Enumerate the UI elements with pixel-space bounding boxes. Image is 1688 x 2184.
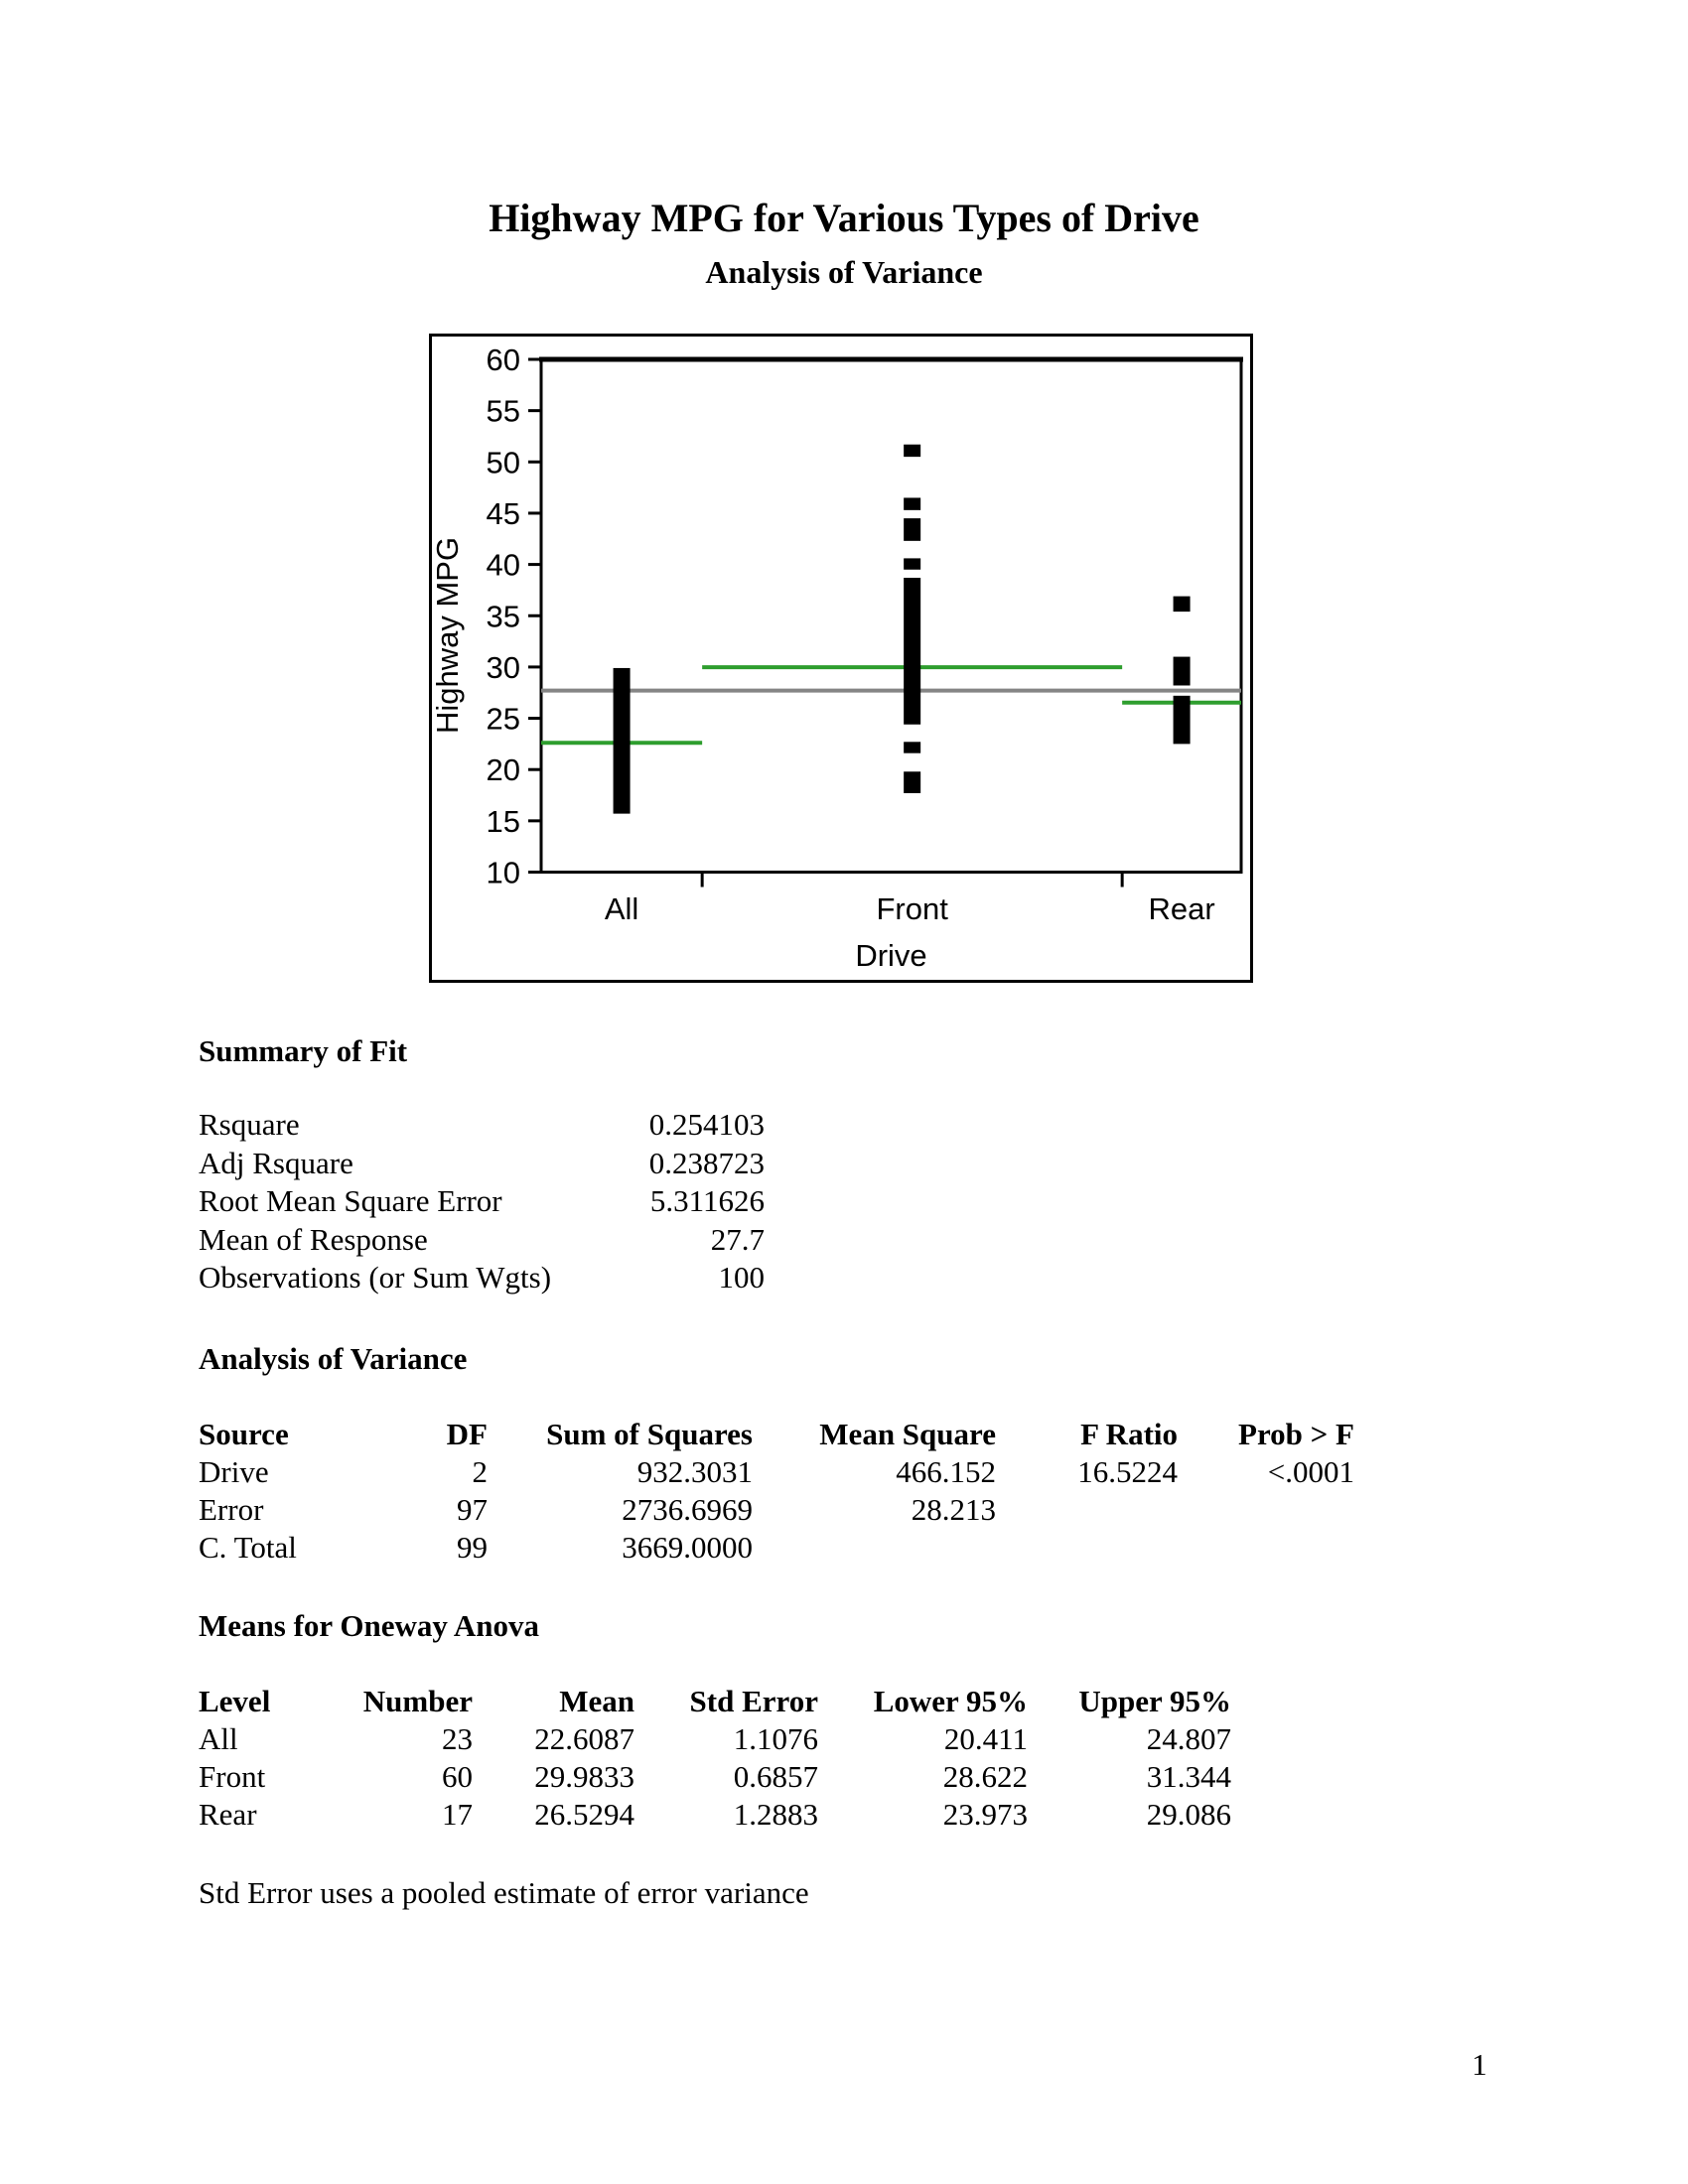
anova-heading: Analysis of Variance [199, 1341, 468, 1376]
table-header-cell: Sum of Squares [546, 1417, 753, 1451]
table-cell: 2736.6969 [622, 1492, 753, 1527]
table-cell: 16.5224 [1077, 1454, 1178, 1489]
page-subtitle: Analysis of Variance [705, 254, 983, 290]
x-axis-title: Drive [855, 938, 927, 973]
table-cell: 97 [457, 1492, 488, 1527]
table-cell: 1.1076 [733, 1721, 818, 1756]
table-cell: Error [199, 1492, 264, 1527]
summary-row-label: Adj Rsquare [199, 1145, 353, 1180]
table-cell: 2 [472, 1454, 488, 1489]
table-cell: 3669.0000 [622, 1530, 753, 1565]
y-axis-title: Highway MPG [430, 536, 465, 735]
y-tick-label: 55 [486, 393, 520, 429]
table-cell: 23 [442, 1721, 473, 1756]
table-header-cell: Mean Square [819, 1417, 996, 1451]
y-tick-label: 50 [486, 445, 520, 480]
anova-section [199, 1340, 1354, 1567]
summary-row [199, 1221, 765, 1260]
table-cell: Rear [199, 1797, 257, 1832]
table-header-cell: Level [199, 1684, 271, 1718]
table-cell: 26.5294 [534, 1797, 634, 1832]
summary-of-fit-heading: Summary of Fit [199, 1033, 408, 1068]
y-tick-label: 25 [486, 701, 520, 737]
table-cell [1178, 1491, 1354, 1529]
summary-row-label: Rsquare [199, 1107, 300, 1142]
y-tick-label: 15 [486, 803, 520, 839]
table-cell [753, 1529, 996, 1567]
table-cell: 1.2883 [733, 1797, 818, 1832]
y-tick-label: 45 [486, 495, 520, 531]
summary-row-label: Mean of Response [199, 1221, 428, 1257]
summary-row-label: Root Mean Square Error [199, 1183, 502, 1218]
table-cell: C. Total [199, 1530, 297, 1565]
means-heading: Means for Oneway Anova [199, 1608, 540, 1643]
page-title: Highway MPG for Various Types of Drive [489, 196, 1199, 240]
data-strip-segment [904, 771, 920, 793]
data-strip-segment [904, 578, 920, 725]
summary-of-fit-rows [199, 1106, 765, 1297]
page-number: 1 [1472, 2047, 1487, 2082]
summary-row [199, 1182, 765, 1221]
data-strip-segment [1174, 696, 1191, 745]
table-cell: 24.807 [1146, 1721, 1231, 1756]
anova-table [199, 1416, 1354, 1567]
x-category-label: Front [876, 891, 948, 926]
table-cell: 99 [457, 1530, 488, 1565]
summary-row [199, 1259, 765, 1297]
summary-row-value: 100 [718, 1260, 765, 1295]
summary-row-value: 27.7 [710, 1221, 765, 1257]
summary-row [199, 1145, 765, 1183]
table-cell: 17 [442, 1797, 473, 1832]
table-header-cell: Prob > F [1238, 1417, 1354, 1451]
data-strip-segment [614, 668, 631, 814]
data-strip-segment [904, 742, 920, 752]
table-header-cell: Mean [559, 1684, 634, 1718]
oneway-plot [429, 334, 1253, 983]
table-cell: Drive [199, 1454, 269, 1489]
y-tick-label: 10 [486, 855, 520, 890]
table-cell: Front [199, 1759, 266, 1794]
table-cell: 20.411 [943, 1721, 1028, 1756]
table-cell: 31.344 [1146, 1759, 1231, 1794]
title-block [0, 195, 1688, 292]
table-cell [996, 1491, 1178, 1529]
table-cell [1178, 1529, 1354, 1567]
x-category-label: All [604, 891, 639, 926]
means-table [199, 1683, 1231, 1834]
summary-row-value: 0.238723 [648, 1145, 765, 1180]
summary-row [199, 1106, 765, 1145]
data-strip-segment [904, 518, 920, 541]
table-cell: 22.6087 [534, 1721, 634, 1756]
table-header-cell: Std Error [689, 1684, 818, 1718]
table-header-cell: Lower 95% [873, 1684, 1028, 1718]
table-cell: 60 [442, 1759, 473, 1794]
table-cell: 29.9833 [534, 1759, 634, 1794]
table-cell [996, 1529, 1178, 1567]
table-cell: 29.086 [1146, 1797, 1231, 1832]
summary-row-label: Observations (or Sum Wgts) [199, 1260, 552, 1295]
summary-of-fit-section [199, 1032, 765, 1297]
data-strip-segment [904, 497, 920, 509]
x-category-label: Rear [1148, 891, 1215, 926]
y-tick-label: 30 [486, 649, 520, 685]
table-cell: 466.152 [896, 1454, 996, 1489]
table-cell: 932.3031 [636, 1454, 753, 1489]
table-header-cell: F Ratio [1080, 1417, 1178, 1451]
means-footnote: Std Error uses a pooled estimate of error variance [199, 1875, 809, 1910]
table-cell: 28.213 [911, 1492, 996, 1527]
data-strip-segment [1174, 657, 1191, 686]
table-cell: 0.6857 [733, 1759, 818, 1794]
data-strip-segment [1174, 597, 1191, 612]
table-cell: All [199, 1721, 238, 1756]
y-tick-label: 35 [486, 599, 520, 634]
summary-row-value: 0.254103 [648, 1107, 765, 1142]
table-cell: 28.622 [942, 1759, 1028, 1794]
table-cell: 23.973 [942, 1797, 1028, 1832]
table-header-cell: Upper 95% [1078, 1684, 1231, 1718]
table-header-cell: DF [446, 1417, 488, 1451]
table-header-cell: Source [199, 1417, 289, 1451]
summary-row-value: 5.311626 [649, 1183, 765, 1218]
data-strip-segment [904, 445, 920, 457]
table-cell: <.0001 [1267, 1454, 1354, 1489]
y-tick-label: 40 [486, 547, 520, 583]
means-section [199, 1607, 1231, 1912]
y-tick-label: 60 [486, 342, 520, 377]
data-strip-segment [904, 558, 920, 569]
table-header-cell: Number [362, 1684, 473, 1718]
oneway-anova-chart [429, 334, 1253, 983]
plot-frame [541, 359, 1241, 873]
y-tick-label: 20 [486, 752, 520, 788]
